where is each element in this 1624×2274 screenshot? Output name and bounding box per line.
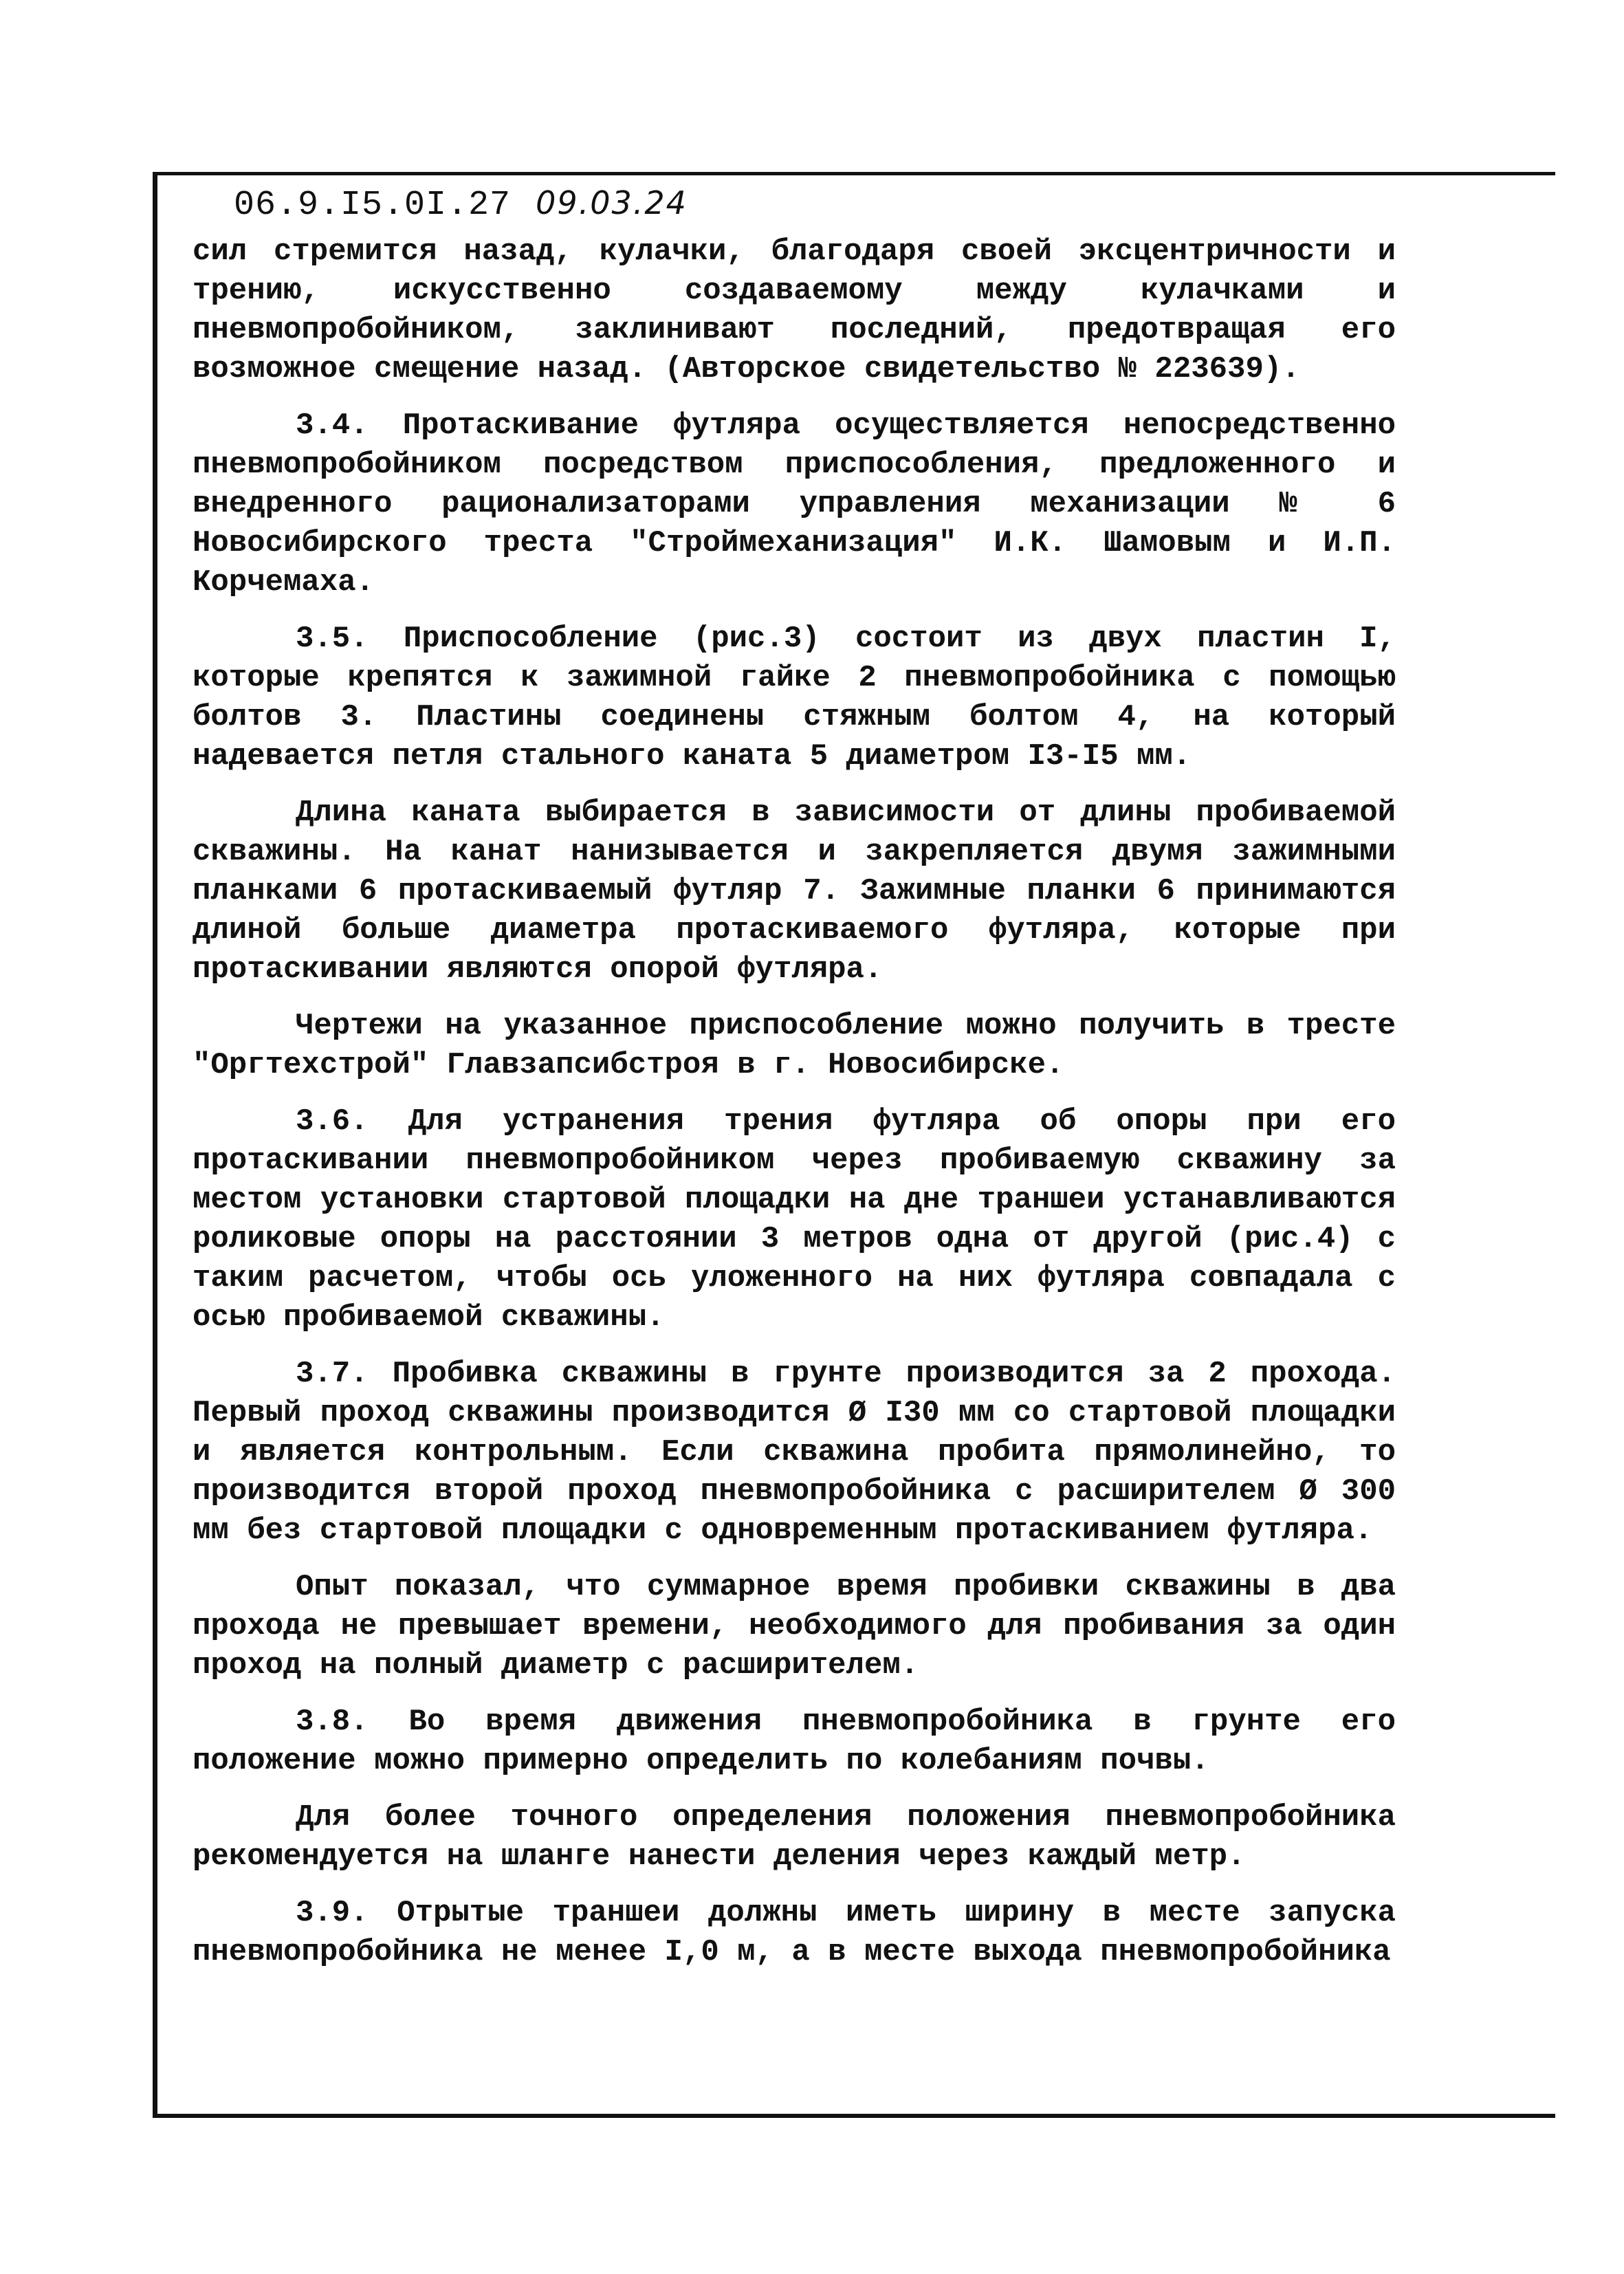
page-header: [234, 184, 688, 232]
paragraph-3-5: 3.5. Приспособление (рис.3) состоит из двух пластин I, которые крепятся к зажимной гайке 2 пневмопробойника с помощью болтов 3. Пластины соединены стяжным болтом 4, на который надевается петля стального каната 5 диаметром I3-I5 мм.: [193, 622, 1396, 774]
paragraph-drawings: Чертежи на указанное приспособление можно получить в тресте "Оргтехстрой" Главзапсибстроя в г. Новосибирске.: [193, 1009, 1396, 1082]
paragraph-3-4: 3.4. Протаскивание футляра осуществляется непосредственно пневмопробойником посредством приспособления, предложенного и внедренного рационализаторами управления механизации № 6 Новосибирского треста "Строймеханизация" И.К. Шамовым и И.П. Корчемаха.: [193, 408, 1396, 600]
page-frame-top-border: [153, 172, 1555, 175]
handwritten-date: 09.03.24: [536, 184, 688, 221]
page-frame-left-border: [153, 172, 157, 2118]
paragraph-3-8: 3.8. Во время движения пневмопробойника в грунте его положение можно примерно определить по колебаниям почвы.: [193, 1705, 1396, 1778]
paragraph-3-6: 3.6. Для устранения трения футляра об опоры при его протаскивании пневмопробойником через пробиваемую скважину за местом установки стартовой площадки на дне траншеи устанавливаются роликовые опоры на расстоянии 3 метров одна от другой (рис.4) с таким расчетом, чтобы ось уложенного на них футляра совпадала с осью пробиваемой скважины.: [193, 1104, 1396, 1335]
page-frame-bottom-border: [153, 2114, 1555, 2118]
document-code: 06.9.I5.0I.27: [234, 186, 512, 225]
paragraph-continuation: сил стремится назад, кулачки, благодаря своей эксцентричности и трению, искусственно создаваемому между кулачками и пневмопробойником, заклинивают последний, предотвращая его возможное смещение назад. (Авторское свидетельство № 223639).: [193, 234, 1396, 386]
paragraph-position-marking: Для более точного определения положения пневмопробойника рекомендуется на шланге нанести деления через каждый метр.: [193, 1800, 1396, 1874]
paragraph-cable-length: Длина каната выбирается в зависимости от длины пробиваемой скважины. На канат нанизывается и закрепляется двумя зажимными планками 6 протаскиваемый футляр 7. Зажимные планки 6 принимаются длиной больше диаметра протаскиваемого футляра, которые при протаскивании являются опорой футляра.: [193, 796, 1396, 987]
document-body: [193, 232, 1396, 1989]
paragraph-3-7: 3.7. Пробивка скважины в грунте производится за 2 прохода. Первый проход скважины производится Ø I30 мм со стартовой площадки и является контрольным. Если скважина пробита прямолинейно, то производится второй проход пневмопробойника с расширителем Ø 300 мм без стартовой площадки с одновременным протаскиванием футляра.: [193, 1357, 1396, 1548]
paragraph-experience: Опыт показал, что суммарное время пробивки скважины в два прохода не превышает времени, необходимого для пробивания за один проход на полный диаметр с расширителем.: [193, 1570, 1396, 1683]
paragraph-3-9: 3.9. Отрытые траншеи должны иметь ширину в месте запуска пневмопробойника не менее I,0 м, а в месте выхода пневмопробойника: [193, 1896, 1396, 1969]
